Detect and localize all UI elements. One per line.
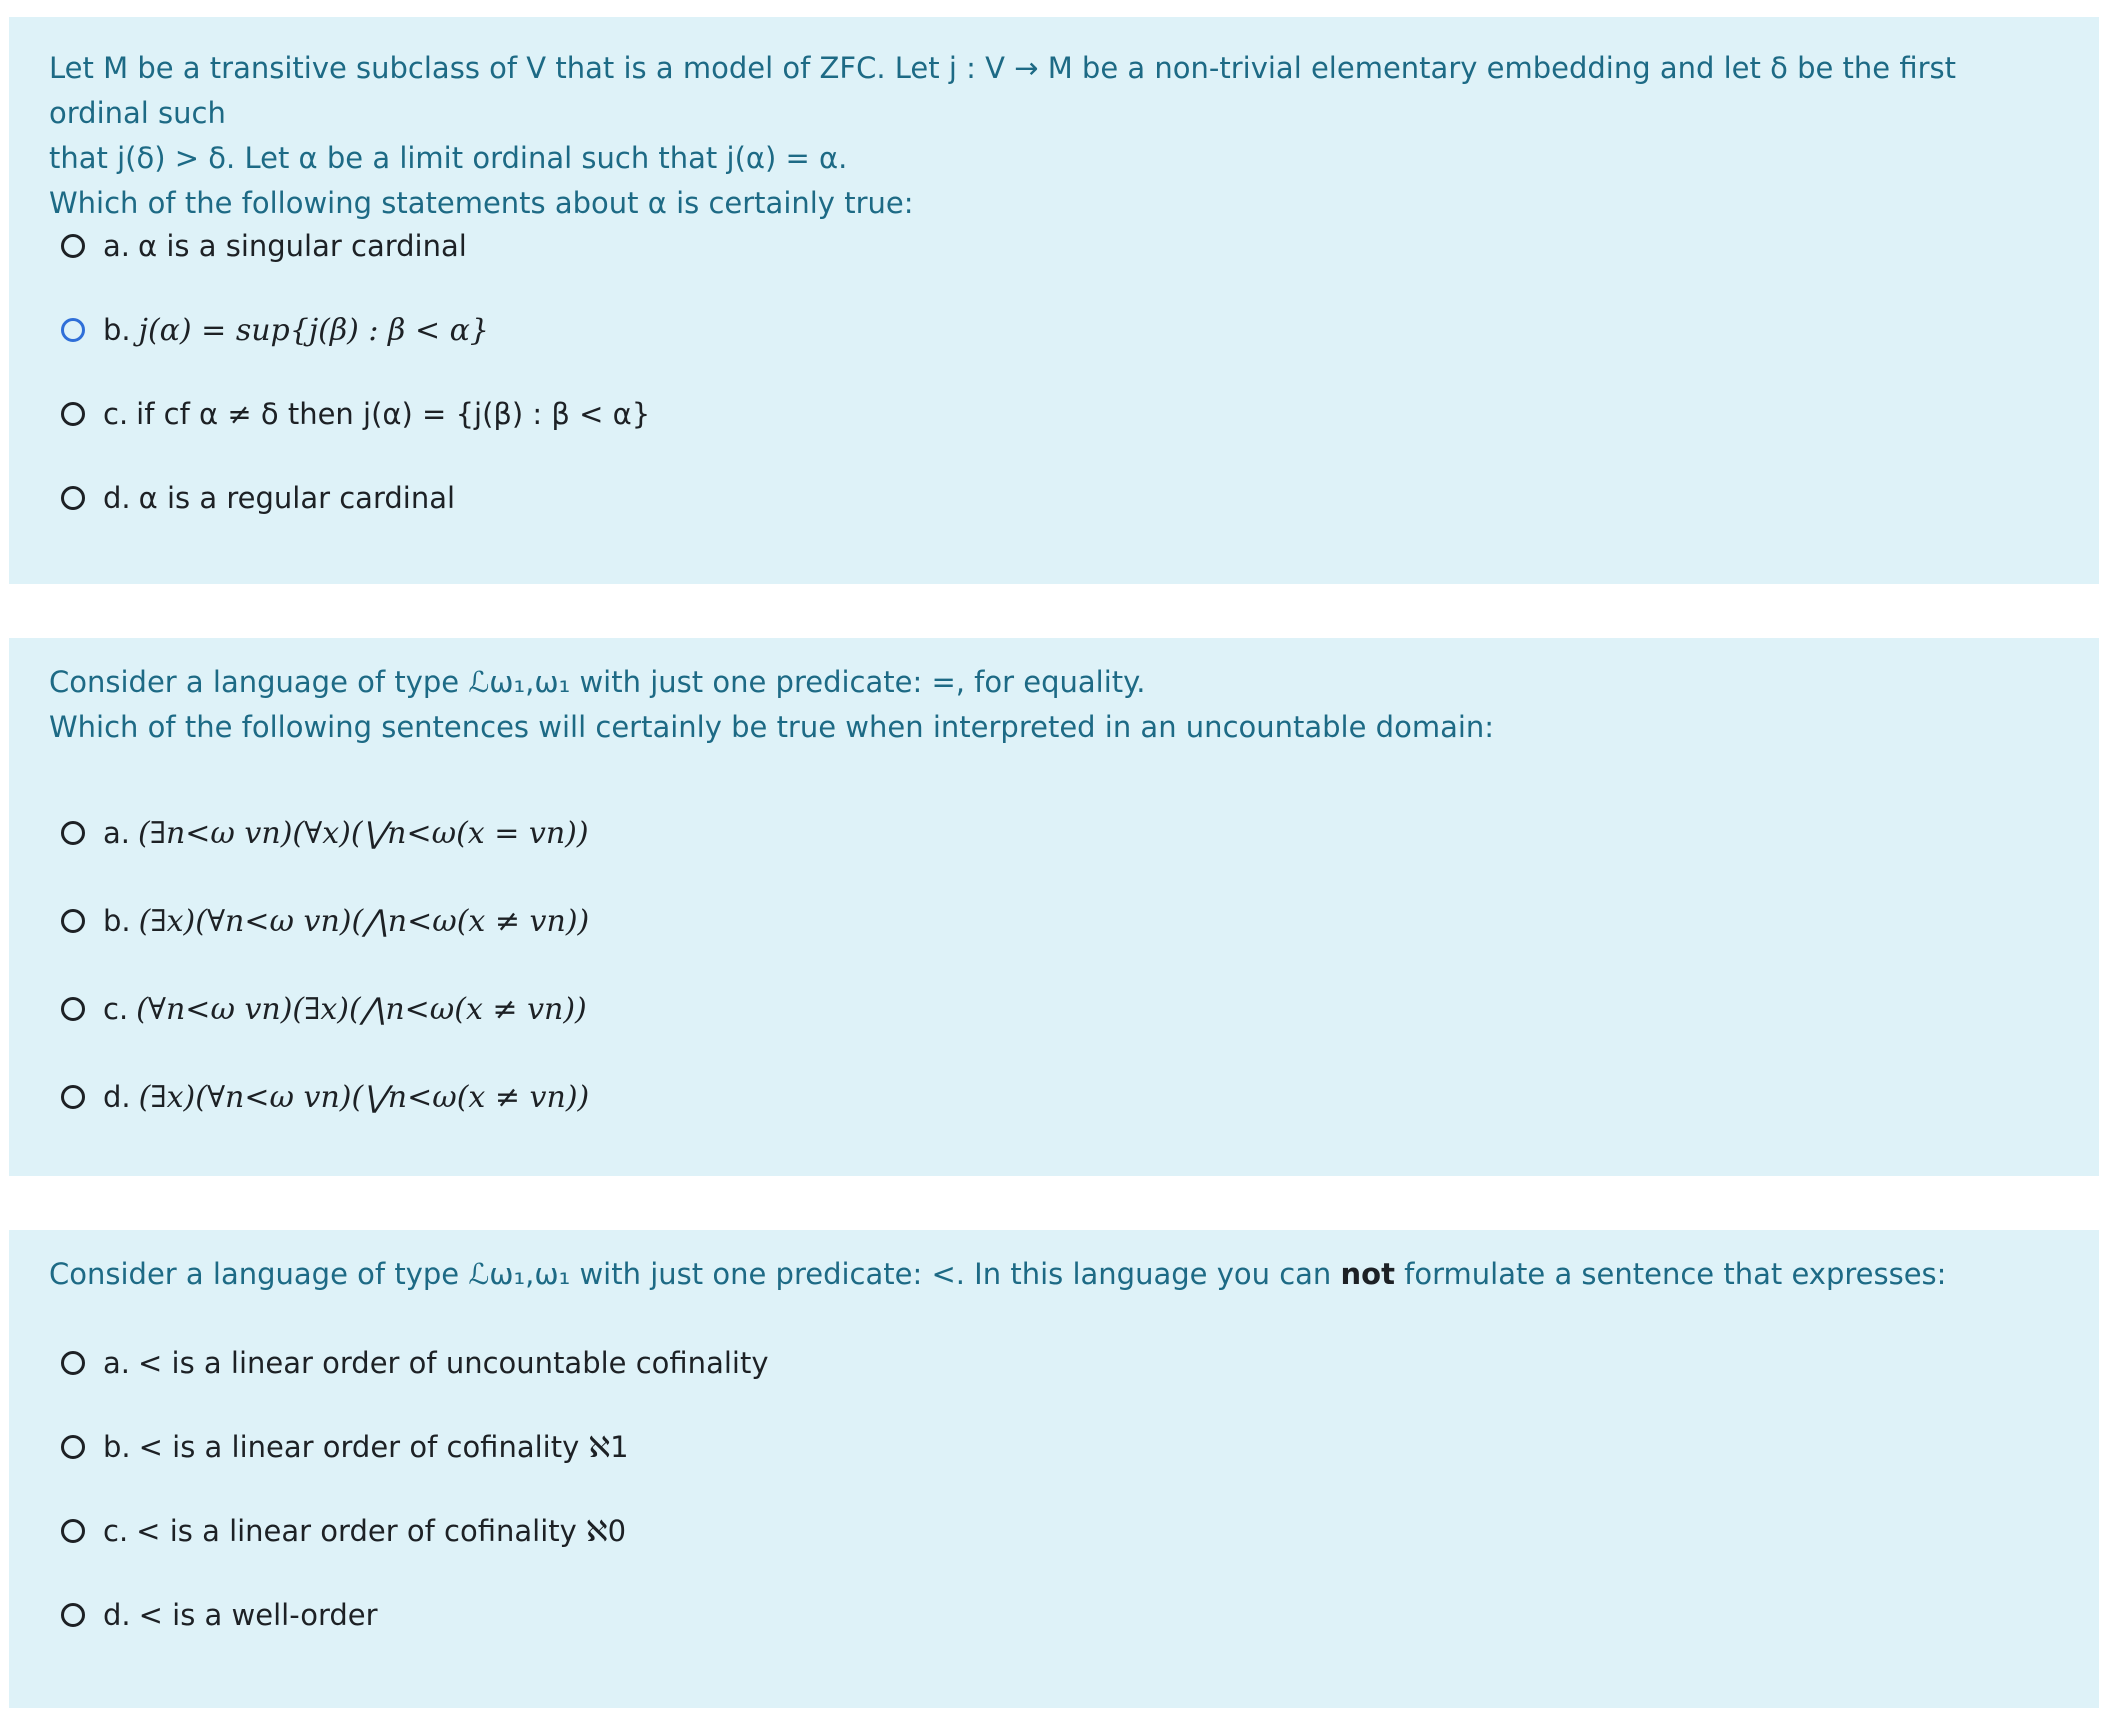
radio-button[interactable] xyxy=(61,821,85,845)
question-card-2 xyxy=(9,638,2099,1176)
option-text: if cf α ≠ δ then j(α) = {j(β) : β < α} xyxy=(136,397,651,431)
option-letter: c. xyxy=(103,1514,129,1548)
question-2-prompt-line-2: Which of the following sentences will certainly be true when interpreted in an uncountable domain: xyxy=(49,710,1495,744)
question-1-option-d[interactable] xyxy=(61,473,455,523)
question-2-option-d[interactable] xyxy=(61,1072,589,1122)
radio-button[interactable] xyxy=(61,234,85,258)
option-letter: b. xyxy=(103,904,131,938)
question-2-option-c[interactable] xyxy=(61,984,587,1034)
option-text: (∃x)(∀n<ω vn)(⋁n<ω(x ≠ vn)) xyxy=(138,1079,590,1115)
option-text: α is a singular cardinal xyxy=(138,229,467,263)
option-letter: b. xyxy=(103,313,131,347)
option-letter: c. xyxy=(103,397,129,431)
question-1-prompt-line-1: Let M be a transitive subclass of V that is a model of ZFC. Let j : V → M be a non-trivial elementary embedding and let δ be the first ordinal such xyxy=(49,51,1957,130)
question-3-prompt-line-1: Consider a language of type ℒω₁,ω₁ with just one predicate: <. In this language you can not formulate a sentence that expresses: xyxy=(49,1257,1947,1291)
option-letter: c. xyxy=(103,992,129,1026)
option-text: < is a well-order xyxy=(138,1598,378,1632)
option-letter: d. xyxy=(103,1080,131,1114)
radio-button[interactable] xyxy=(61,1351,85,1375)
question-1-prompt-line-3: Which of the following statements about α is certainly true: xyxy=(49,186,914,220)
question-1-option-b[interactable] xyxy=(61,305,489,355)
radio-button[interactable] xyxy=(61,997,85,1021)
radio-button[interactable] xyxy=(61,1085,85,1109)
option-letter: a. xyxy=(103,816,130,850)
question-3-option-d[interactable] xyxy=(61,1590,378,1640)
option-text: α is a regular cardinal xyxy=(138,481,456,515)
option-letter: a. xyxy=(103,229,130,263)
option-letter: d. xyxy=(103,481,131,515)
question-2-prompt xyxy=(49,660,2059,750)
option-text: < is a linear order of cofinality ℵ0 xyxy=(136,1514,627,1548)
option-text: (∃n<ω vn)(∀x)(⋁n<ω(x = vn)) xyxy=(138,815,589,851)
question-1-prompt-line-2: that j(δ) > δ. Let α be a limit ordinal such that j(α) = α. xyxy=(49,141,848,175)
option-text: j(α) = sup{j(β) : β < α} xyxy=(138,312,489,348)
question-card-1 xyxy=(9,17,2099,584)
question-1-option-c[interactable] xyxy=(61,389,650,439)
radio-button[interactable] xyxy=(61,909,85,933)
question-3-option-b[interactable] xyxy=(61,1422,629,1472)
radio-button[interactable] xyxy=(61,486,85,510)
option-text: (∃x)(∀n<ω vn)(⋀n<ω(x ≠ vn)) xyxy=(138,903,590,939)
question-3-option-c[interactable] xyxy=(61,1506,626,1556)
option-text: (∀n<ω vn)(∃x)(⋀n<ω(x ≠ vn)) xyxy=(136,991,587,1027)
option-letter: d. xyxy=(103,1598,131,1632)
question-card-3 xyxy=(9,1230,2099,1708)
question-2-option-b[interactable] xyxy=(61,896,589,946)
question-1-prompt xyxy=(49,46,2059,226)
option-text: < is a linear order of cofinality ℵ1 xyxy=(138,1430,629,1464)
option-text: < is a linear order of uncountable cofinality xyxy=(138,1346,769,1380)
option-letter: b. xyxy=(103,1430,131,1464)
emphasis-not: not xyxy=(1340,1257,1395,1291)
radio-button[interactable] xyxy=(61,1519,85,1543)
question-3-prompt xyxy=(49,1252,2059,1297)
question-2-option-a[interactable] xyxy=(61,808,589,858)
radio-button[interactable] xyxy=(61,1603,85,1627)
radio-button[interactable] xyxy=(61,402,85,426)
option-letter: a. xyxy=(103,1346,130,1380)
question-1-option-a[interactable] xyxy=(61,221,467,271)
question-3-option-a[interactable] xyxy=(61,1338,768,1388)
question-2-prompt-line-1: Consider a language of type ℒω₁,ω₁ with just one predicate: =, for equality. xyxy=(49,665,1146,699)
radio-button[interactable] xyxy=(61,318,85,342)
radio-button[interactable] xyxy=(61,1435,85,1459)
